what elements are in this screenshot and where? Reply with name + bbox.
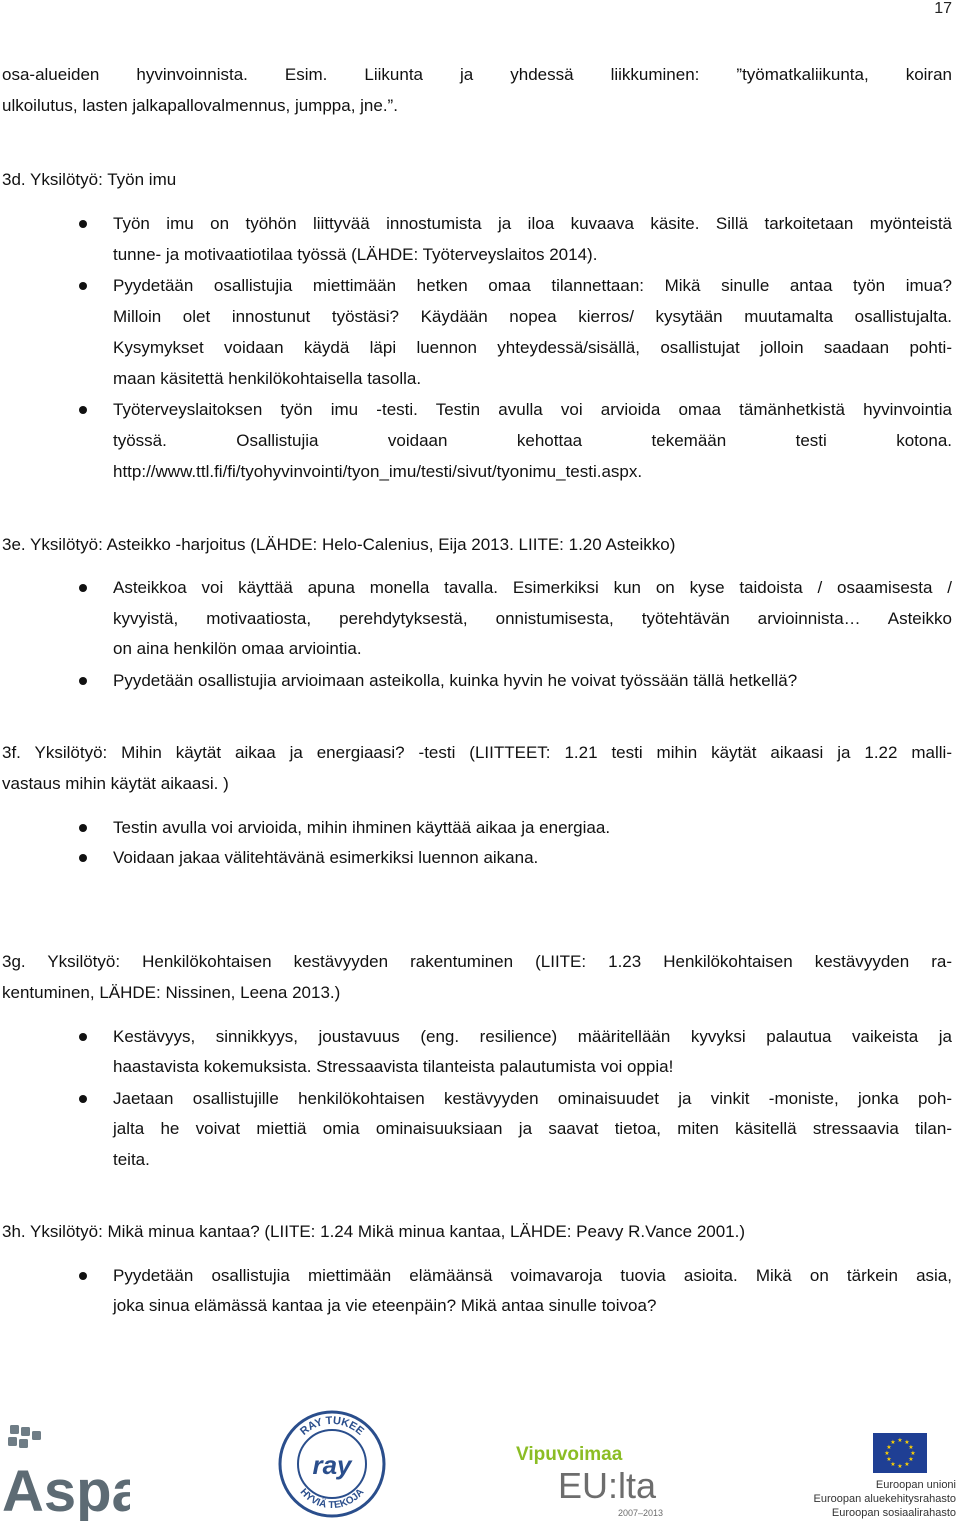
s3d-b2-line-4: maan käsitettä henkilökohtaisella tasolla.	[113, 369, 422, 388]
s3e-b1-line-1: Asteikkoa voi käyttää apuna monella tavalla. Esimerkiksi kun on kyse taidoista / osaamisesta /	[113, 578, 952, 597]
eu-logo-line-3: Euroopan sosiaalirahasto	[831, 1507, 956, 1519]
bullet-icon	[79, 1095, 87, 1103]
s3f-b2-line-1: Voidaan jakaa välitehtävänä esimerkiksi luennon aikana.	[113, 848, 539, 867]
s3g-b1-line-2: haastavista kokemuksista. Stressaavista tilanteista palautumista voi oppia!	[113, 1057, 674, 1076]
eu-logo-line-1: Euroopan unioni	[875, 1479, 956, 1491]
svg-text:★: ★	[886, 1444, 892, 1451]
s3g-b2-line-1: Jaetaan osallistujille henkilökohtaisen kestävyyden ominaisuudet ja vinkit -moniste, jonka poh-	[113, 1089, 952, 1108]
svg-text:★: ★	[904, 1461, 910, 1468]
s3d-b3-line-2: työssä. Osallistujia voidaan kehottaa tekemään testi kotona.	[113, 431, 952, 450]
section-3f-heading-line-2: vastaus mihin käytät aikaasi. )	[2, 774, 229, 793]
vipu-logo-years: 2007–2013	[618, 1508, 664, 1518]
section-3d-heading: 3d. Yksilötyö: Työn imu	[2, 170, 177, 189]
s3g-b1-line-1: Kestävyys, sinnikkyys, joustavuus (eng. resilience) määritellään kyvyksi palautua vaikeista ja	[113, 1027, 952, 1046]
vipuvoimaa-logo	[514, 1440, 664, 1520]
s3h-b1-line-1: Pyydetään osallistujia miettimään elämäänsä voimavaroja tuovia asioita. Mikä on tärkein asia,	[113, 1266, 952, 1285]
ray-logo-bottom: HYVIÄ TEKOJA	[297, 1486, 367, 1512]
s3d-b2-line-1: Pyydetään osallistujia miettimään hetken omaa tilannettaan: Mikä sinulle antaa työn imua?	[113, 276, 952, 295]
s3e-b1-line-2: kyvyistä, motivaatiosta, perehdytyksestä, onnistumisesta, työtehtävän arvioinnista… Asteikko	[113, 609, 952, 628]
s3h-b1-line-2: joka sinua elämässä kantaa ja vie eteenpäin? Mikä antaa sinulle toivoa?	[113, 1296, 657, 1315]
s3f-b1-line-1: Testin avulla voi arvioida, mihin ihminen käyttää aikaa ja energiaa.	[113, 818, 611, 837]
eu-logo-line-2: Euroopan aluekehitysrahasto	[813, 1493, 956, 1505]
s3g-b2-line-3: teita.	[113, 1150, 150, 1169]
svg-text:★: ★	[908, 1456, 914, 1463]
ray-logo	[278, 1408, 386, 1520]
s3e-b2-line-1: Pyydetään osallistujia arvioimaan asteikolla, kuinka hyvin he voivat työssään tällä hetkellä?	[113, 671, 798, 690]
bullet-icon	[79, 406, 87, 414]
section-3e-heading: 3e. Yksilötyö: Asteikko -harjoitus (LÄHDE: Helo-Calenius, Eija 2013. LIITE: 1.20 Asteikko)	[2, 535, 676, 554]
page-number: 17	[934, 0, 952, 17]
svg-text:★: ★	[897, 1437, 903, 1444]
section-3h-heading: 3h. Yksilötyö: Mikä minua kantaa? (LIITE: 1.24 Mikä minua kantaa, LÄHDE: Peavy R.Vance 2001.)	[2, 1222, 746, 1241]
svg-text:★: ★	[890, 1461, 896, 1468]
svg-text:★: ★	[904, 1439, 910, 1446]
s3d-b1-line-1: Työn imu on työhön liittyvää innostumista ja iloa kuvaava käsite. Sillä tarkoitetaan myönteistä	[113, 214, 952, 233]
svg-text:★: ★	[897, 1463, 903, 1470]
vipu-logo-mid: EU:lta	[558, 1465, 657, 1506]
eu-flag-icon	[873, 1433, 927, 1473]
ray-logo-top: RAY TUKEE	[298, 1414, 366, 1438]
svg-text:★: ★	[910, 1450, 916, 1457]
intro-line-2: ulkoilutus, lasten jalkapallovalmennus, jumppa, jne.”.	[2, 96, 398, 115]
bullet-icon	[79, 1033, 87, 1041]
bullet-icon	[79, 824, 87, 832]
svg-text:★: ★	[908, 1444, 914, 1451]
s3e-b1-line-3: on aina henkilön omaa arviointia.	[113, 639, 362, 658]
section-3f-heading-line-1: 3f. Yksilötyö: Mihin käytät aikaa ja energiaasi? -testi (LIITTEET: 1.21 testi mihin käytät aikaasi ja 1.22 malli-	[2, 743, 952, 762]
s3g-b2-line-2: jalta he voivat miettiä omia ominaisuuksiaan ja saavat tietoa, miten käsitellä stressaavia tilan-	[113, 1119, 952, 1138]
aspa-logo	[2, 1425, 130, 1521]
svg-text:★: ★	[890, 1439, 896, 1446]
section-3g-heading-line-2: kentuminen, LÄHDE: Nissinen, Leena 2013.)	[2, 983, 341, 1002]
section-3g-heading-line-1: 3g. Yksilötyö: Henkilökohtaisen kestävyyden rakentuminen (LIITE: 1.23 Henkilökohtaisen kestävyyden ra-	[2, 952, 952, 971]
svg-text:★: ★	[884, 1450, 890, 1457]
s3d-b1-line-2: tunne- ja motivaatiotilaa työssä (LÄHDE: Työterveyslaitos 2014).	[113, 245, 598, 264]
s3d-b2-line-3: Kysymykset voidaan käydä läpi luennon yhteydessä/sisällä, osallistujat jolloin saadaan pohti-	[113, 338, 952, 357]
bullet-icon	[79, 220, 87, 228]
s3d-b2-line-2: Milloin olet innostunut työstäsi? Käydään nopea kierros/ kysytään muutamalta osallistujalta.	[113, 307, 952, 326]
s3d-b3-line-1: Työterveyslaitoksen työn imu -testi. Testin avulla voi arvioida omaa tämänhetkistä hyvinvointia	[113, 400, 952, 419]
bullet-icon	[79, 1272, 87, 1280]
intro-line-1: osa-alueiden hyvinvoinnista. Esim. Liikunta ja yhdessä liikkuminen: ”työmatkaliikunta, koiran	[2, 65, 952, 84]
vipu-logo-top: Vipuvoimaa	[516, 1444, 623, 1465]
bullet-icon	[79, 282, 87, 290]
s3d-b3-link[interactable]: http://www.ttl.fi/fi/tyohyvinvointi/tyon_imu/testi/sivut/tyonimu_testi.aspx.	[113, 462, 643, 481]
aspa-logo-text: Aspa	[2, 1459, 130, 1521]
eu-logo	[780, 1433, 956, 1521]
bullet-icon	[79, 854, 87, 862]
svg-text:★: ★	[886, 1456, 892, 1463]
ray-logo-mid: ray	[312, 1450, 352, 1480]
bullet-icon	[79, 584, 87, 592]
bullet-icon	[79, 677, 87, 685]
